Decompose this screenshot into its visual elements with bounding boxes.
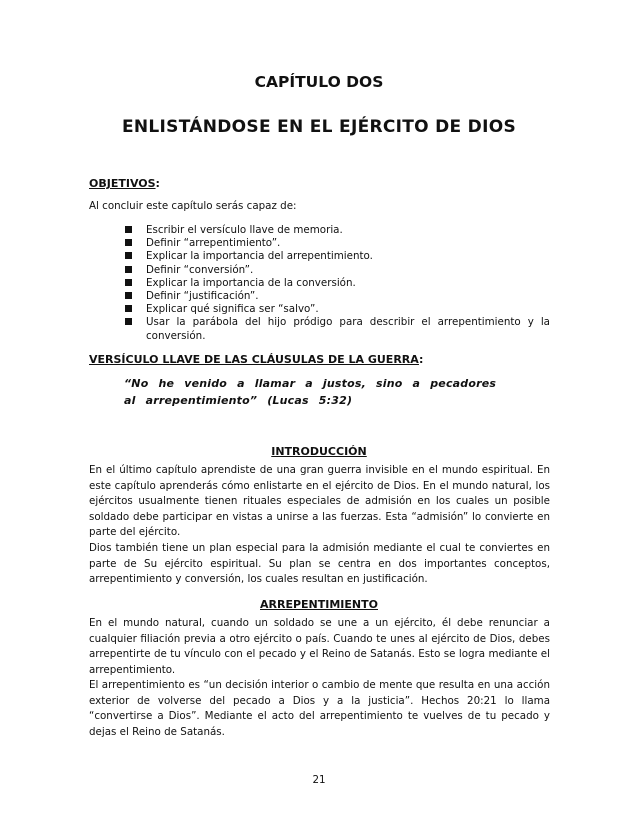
repentance-heading: ARREPENTIMIENTO: [260, 598, 378, 611]
objectives-heading: OBJETIVOS: [89, 177, 156, 190]
bullet-square-icon: [125, 279, 132, 286]
page-number: 21: [312, 774, 326, 786]
objectives-intro: Al concluir este capítulo serás capaz de:: [89, 200, 297, 212]
list-item: [122, 303, 550, 316]
objectives-list: [122, 224, 550, 343]
list-item-text: Usar la parábola del hijo pródigo para describir el arrepentimiento y la conversión.: [146, 316, 550, 342]
list-item: [122, 264, 550, 277]
bullet-square-icon: [125, 226, 132, 233]
list-item-text: Escribir el versículo llave de memoria.: [146, 224, 343, 236]
list-item: [122, 224, 550, 237]
list-item: [122, 316, 550, 342]
repentance-paragraph-1: En el mundo natural, cuando un soldado se une a un ejército, él debe renunciar a cualquier filiación previa a otro ejército o país. Cuando te unes al ejército de Dios, debes arrepentirte de tu vínculo con el pecado y el Reino de Satanás. Esto se logra mediante el arrepentimiento.: [89, 617, 550, 676]
list-item: [122, 277, 550, 290]
chapter-subtitle: ENLISTÁNDOSE EN EL EJÉRCITO DE DIOS: [121, 117, 517, 137]
introduction-heading: INTRODUCCIÓN: [271, 445, 367, 458]
key-verse-colon: :: [418, 353, 424, 366]
list-item-text: Definir “arrepentimiento”.: [146, 237, 281, 250]
repentance-paragraph-2: El arrepentimiento es “un decisión interior o cambio de mente que resulta en una acción exterior de volverse del pecado a Dios y a la justicia”. Hechos 20:21 lo llama “convertirse a Dios”. Mediante el acto del arrepentimiento te vuelves de tu pecado y dejas el Reino de Satanás.: [89, 679, 550, 738]
list-item-text: Definir “conversión”.: [146, 263, 254, 276]
list-item: [122, 250, 550, 263]
introduction-paragraph-2: Dios también tiene un plan especial para la admisión mediante el cual te conviertes en parte de Su ejército espiritual. Su plan se centra en dos importantes conceptos, arrepentimiento y conversión, los cuales resultan en justificación.: [89, 542, 550, 586]
introduction-heading-wrap: [0, 440, 638, 459]
key-verse-heading-line: [89, 348, 423, 367]
chapter-title: CAPÍTULO DOS: [254, 73, 384, 91]
bullet-square-icon: [125, 266, 132, 273]
bullet-square-icon: [125, 239, 132, 246]
bullet-square-icon: [125, 305, 132, 312]
list-item-text: Explicar la importancia de la conversión.: [146, 276, 356, 289]
list-item-text: Definir “justificación”.: [146, 290, 259, 303]
introduction-paragraph-1: En el último capítulo aprendiste de una gran guerra invisible en el mundo espiritual. En este capítulo aprenderás cómo enlistarte en el ejército de Dios. En el mundo natural, los ejércitos usualmente tienen rituales especiales de admisión en los cuales un posible soldado debe participar en vistas a unirse a las fuerzas. Esta “admisión” lo convierte en parte del ejército.: [89, 464, 550, 539]
list-item-text: Explicar la importancia del arrepentimiento.: [146, 250, 373, 263]
bullet-square-icon: [125, 318, 132, 325]
key-verse-heading: VERSÍCULO LLAVE DE LAS CLÁUSULAS DE LA GUERRA: [89, 353, 419, 366]
objectives-heading-line: [89, 172, 160, 191]
bullet-square-icon: [125, 252, 132, 259]
list-item: [122, 290, 550, 303]
key-verse-text: “No he venido a llamar a justos, sino a pecadores al arrepentimiento” (Lucas 5:32): [124, 377, 497, 407]
list-item: [122, 237, 550, 250]
list-item-text: Explicar qué significa ser “salvo”.: [146, 303, 319, 316]
bullet-square-icon: [125, 292, 132, 299]
repentance-heading-wrap: [0, 593, 638, 612]
objectives-colon: :: [155, 177, 160, 190]
